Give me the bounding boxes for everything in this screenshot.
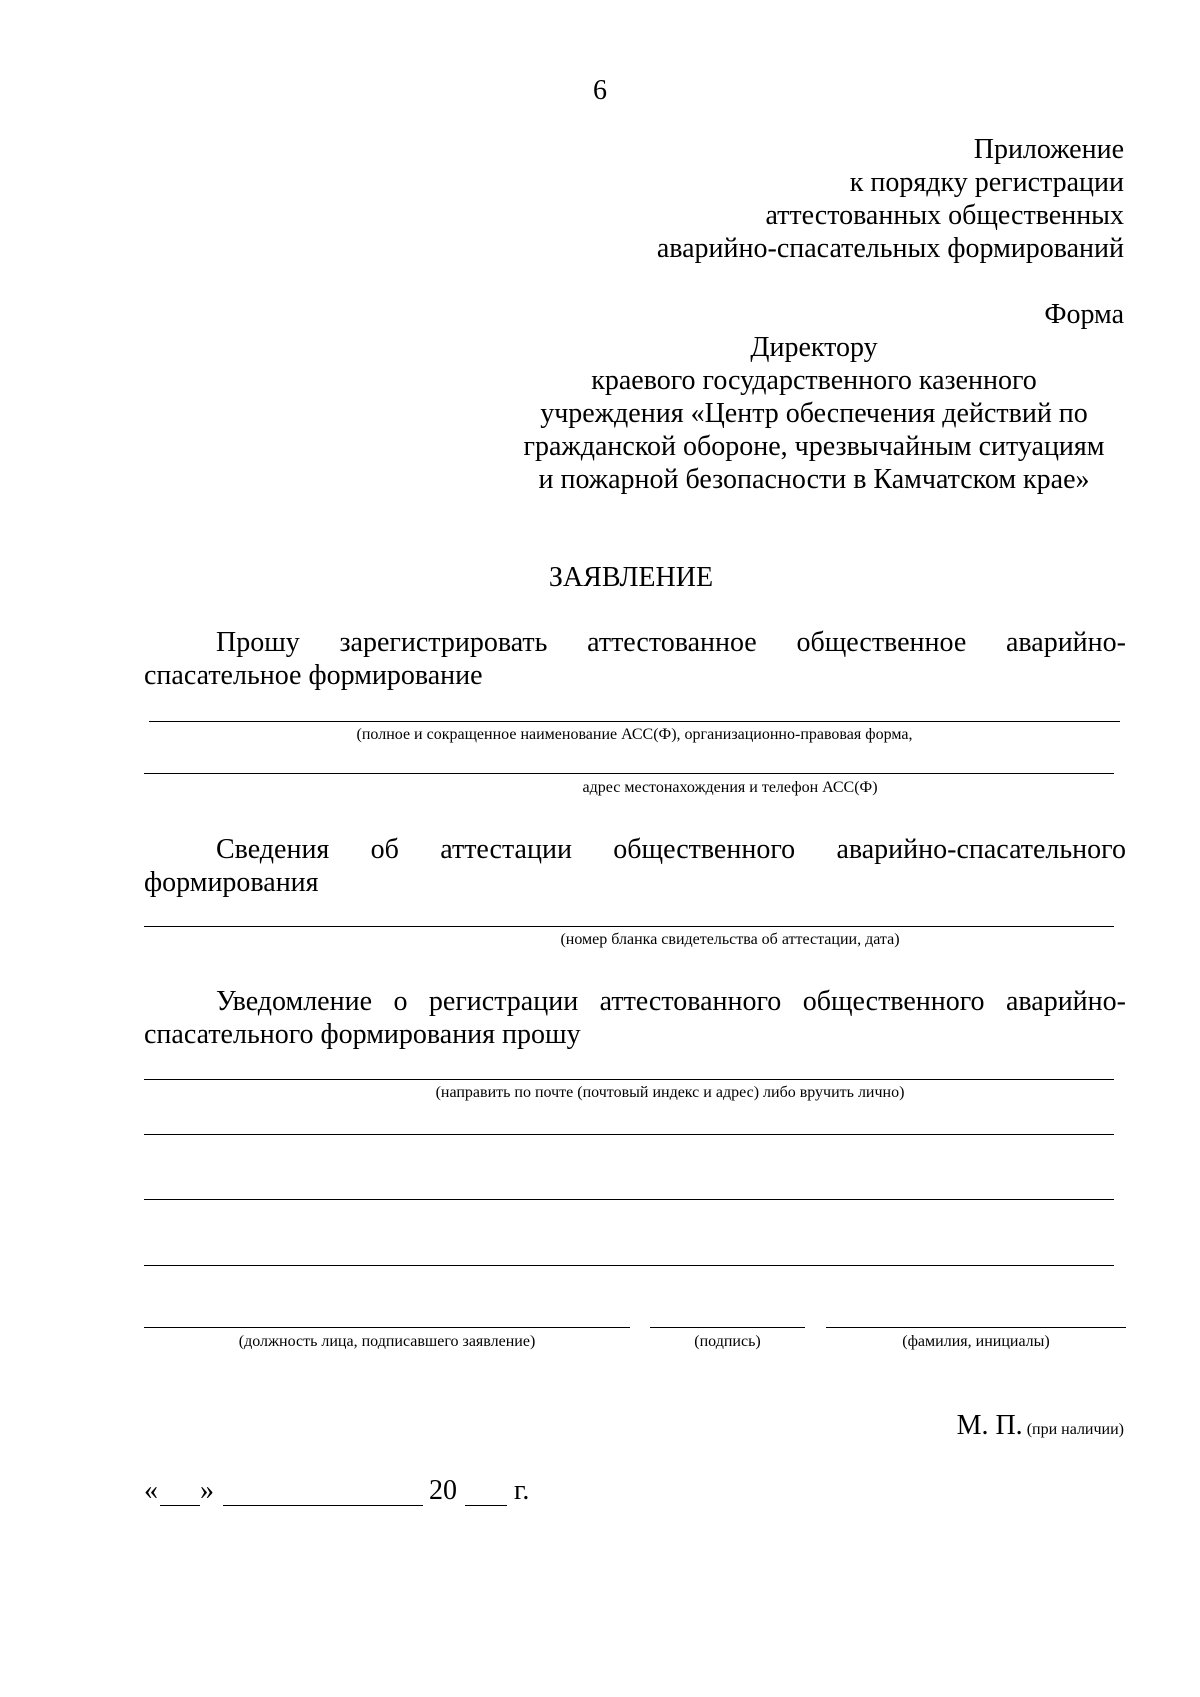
paragraph-word: аттестованного [599, 986, 782, 1017]
delivery-fill-line[interactable] [144, 1079, 1114, 1080]
paragraph-2-line-1 [216, 836, 1126, 864]
paragraph-word: регистрации [428, 986, 579, 1017]
addressee-line-5: и пожарной безопасности в Камчатском крае» [538, 464, 1090, 495]
paragraph-word: аттестованное [587, 627, 757, 658]
year-fill-line[interactable] [465, 1505, 507, 1506]
hint-delivery: (направить по почте (почтовый индекс и адрес) либо вручить лично) [435, 1084, 905, 1101]
addressee-line-3: учреждения «Центр обеспечения действий по [540, 398, 1088, 429]
paragraph-3-line-1 [216, 988, 1126, 1016]
date-year-prefix: 20 [429, 1475, 457, 1506]
certificate-fill-line[interactable] [144, 926, 1114, 927]
position-fill-line[interactable] [144, 1327, 630, 1328]
document-title: ЗАЯВЛЕНИЕ [548, 562, 714, 593]
hint-name: (полное и сокращенное наименование АСС(Ф), организационно-правовая форма, [356, 726, 913, 743]
paragraph-word: аттестации [440, 834, 572, 865]
name-fill-line[interactable] [149, 721, 1120, 722]
paragraph-word: аварийно- [1005, 986, 1126, 1017]
paragraph-1-line-2: спасательное формирование [144, 660, 483, 691]
extra-fill-line-1[interactable] [144, 1134, 1114, 1135]
date-close-quote: » [200, 1475, 214, 1506]
paragraph-word: общественное [796, 627, 967, 658]
paragraph-3-line-2: спасательного формирования прошу [144, 1019, 581, 1050]
paragraph-word: общественного [613, 834, 796, 865]
stamp-mark [957, 1412, 1124, 1440]
form-label: Форма [1044, 299, 1124, 330]
stamp-note: (при наличии) [1026, 1421, 1124, 1438]
hint-name-initials: (фамилия, инициалы) [902, 1333, 1050, 1350]
hint-address: адрес местонахождения и телефон АСС(Ф) [582, 779, 878, 796]
page-number: 6 [593, 75, 607, 106]
paragraph-word: Прошу [216, 627, 300, 658]
appendix-line-3: аттестованных общественных [765, 200, 1124, 231]
day-fill-line[interactable] [160, 1505, 200, 1506]
month-fill-line[interactable] [223, 1505, 423, 1506]
extra-fill-line-3[interactable] [144, 1265, 1114, 1266]
hint-position: (должность лица, подписавшего заявление) [238, 1333, 536, 1350]
paragraph-1-line-1 [216, 629, 1126, 657]
extra-fill-line-2[interactable] [144, 1199, 1114, 1200]
stamp-label: М. П. [956, 1410, 1023, 1441]
appendix-line-2: к порядку регистрации [849, 167, 1124, 198]
address-fill-line[interactable] [144, 773, 1114, 774]
name-initials-fill-line[interactable] [826, 1327, 1126, 1328]
paragraph-word: аварийно- [1005, 627, 1126, 658]
signature-fill-line[interactable] [650, 1327, 805, 1328]
addressee-line-1: Директору [750, 332, 878, 363]
paragraph-word: об [370, 834, 399, 865]
appendix-line-1: Приложение [973, 134, 1124, 165]
addressee-line-4: гражданской обороне, чрезвычайным ситуациям [523, 431, 1105, 462]
paragraph-2-line-2: формирования [144, 867, 319, 898]
hint-certificate: (номер бланка свидетельства об аттестации, дата) [560, 931, 900, 948]
hint-signature: (подпись) [694, 1333, 761, 1350]
paragraph-word: аварийно-спасательного [836, 834, 1126, 865]
paragraph-word: о [393, 986, 408, 1017]
paragraph-word: общественного [802, 986, 985, 1017]
addressee-line-2: краевого государственного казенного [591, 365, 1037, 396]
date-open-quote: « [144, 1475, 158, 1506]
paragraph-word: Уведомление [216, 986, 373, 1017]
appendix-line-4: аварийно-спасательных формирований [656, 233, 1124, 264]
date-year-suffix: г. [514, 1475, 530, 1506]
paragraph-word: Сведения [216, 834, 330, 865]
paragraph-word: зарегистрировать [339, 627, 548, 658]
